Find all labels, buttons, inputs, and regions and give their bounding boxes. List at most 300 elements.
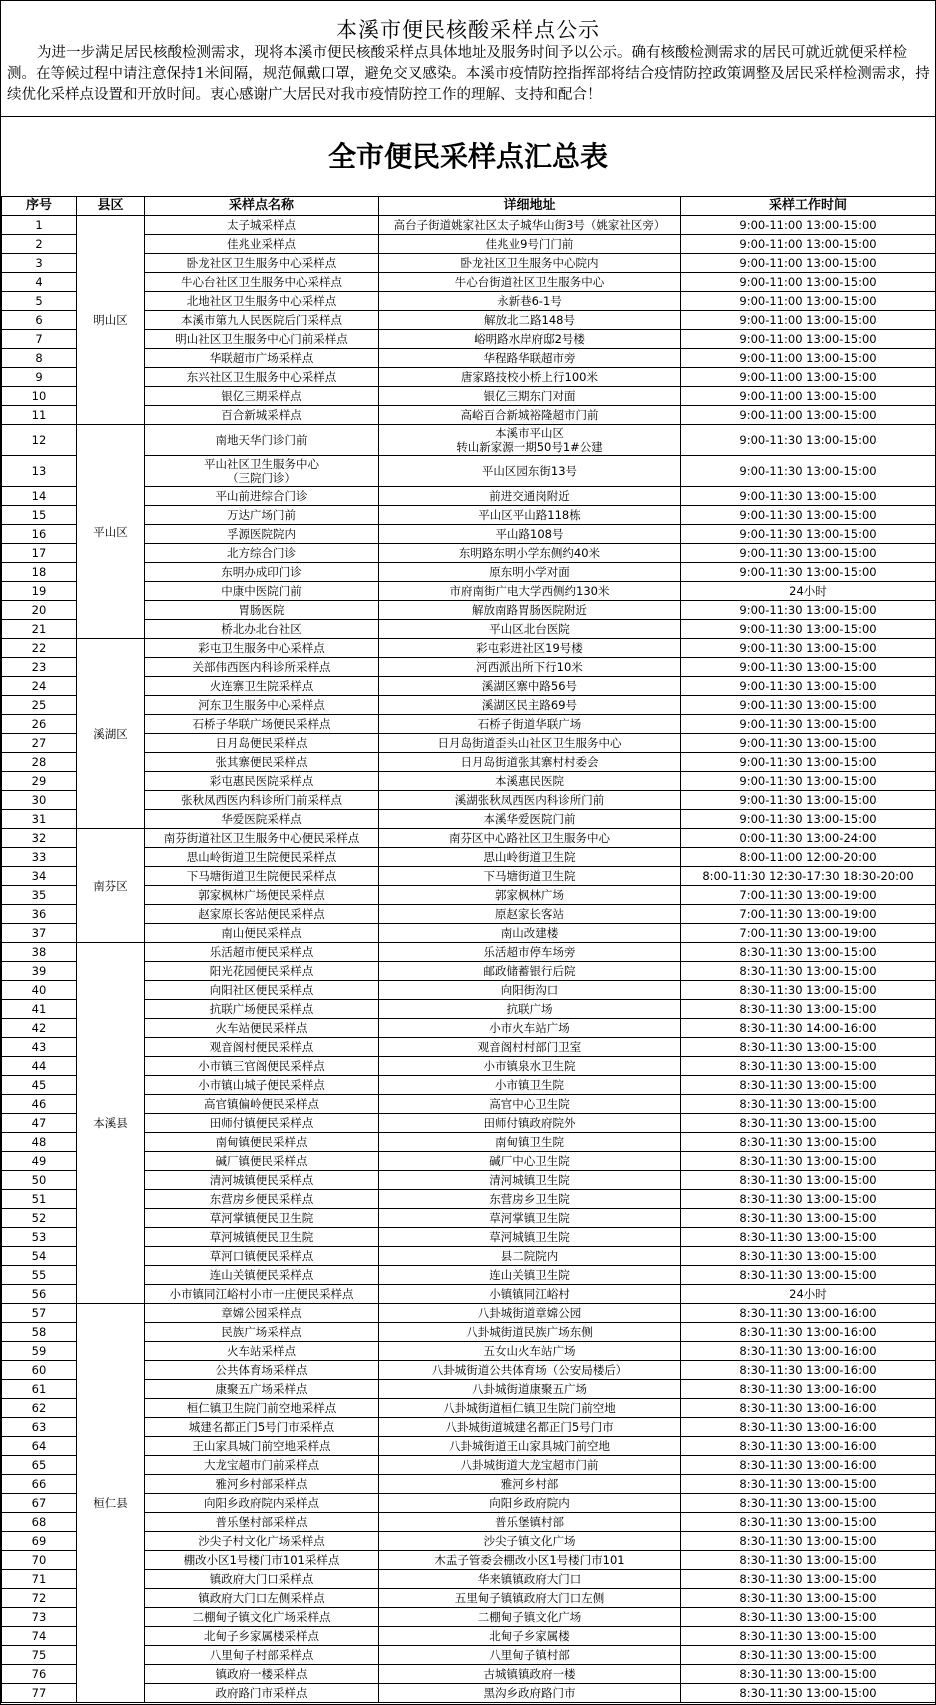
cell-site-name: 佳兆业采样点 (145, 235, 379, 254)
cell-site-name: 平山前进综合门诊 (145, 487, 379, 506)
cell-index: 68 (2, 1513, 77, 1532)
cell-hours: 8:30-11:30 13:00-16:00 (681, 1304, 936, 1323)
cell-hours: 8:30-11:30 13:00-15:00 (681, 1570, 936, 1589)
cell-address: 八卦城街道康聚五广场 (379, 1380, 681, 1399)
cell-site-name: 卧龙社区卫生服务中心采样点 (145, 254, 379, 273)
cell-hours: 8:30-11:30 13:00-15:00 (681, 1209, 936, 1228)
cell-index: 30 (2, 791, 77, 810)
cell-site-name: 小市镇三官阁便民采样点 (145, 1057, 379, 1076)
cell-hours: 8:30-11:30 13:00-15:00 (681, 1475, 936, 1494)
cell-site-name: 南甸镇便民采样点 (145, 1133, 379, 1152)
cell-address: 下马塘街道卫生院 (379, 867, 681, 886)
cell-address: 本溪市平山区 转山新家源一期50号1#公建 (379, 425, 681, 456)
cell-site-name: 大龙宝超市门前采样点 (145, 1456, 379, 1475)
cell-site-name: 火车站便民采样点 (145, 1019, 379, 1038)
cell-address: 小镇镇同江峪村 (379, 1285, 681, 1304)
cell-index: 65 (2, 1456, 77, 1475)
cell-site-name: 赵家原长客站便民采样点 (145, 905, 379, 924)
cell-hours: 8:30-11:30 13:00-15:00 (681, 1038, 936, 1057)
cell-address: 高官中心卫生院 (379, 1095, 681, 1114)
cell-site-name: 北甸子乡家属楼采样点 (145, 1627, 379, 1646)
cell-hours: 7:00-11:30 13:00-19:00 (681, 905, 936, 924)
cell-hours: 8:30-11:30 13:00-15:00 (681, 1247, 936, 1266)
cell-hours: 8:00-11:30 12:30-17:30 18:30-20:00 (681, 867, 936, 886)
cell-hours: 9:00-11:00 13:00-15:00 (681, 292, 936, 311)
cell-index: 7 (2, 330, 77, 349)
cell-index: 20 (2, 601, 77, 620)
cell-hours: 9:00-11:30 13:00-15:00 (681, 639, 936, 658)
cell-site-name: 本溪市第九人民医院后门采样点 (145, 311, 379, 330)
cell-site-name: 石桥子华联广场便民采样点 (145, 715, 379, 734)
cell-site-name: 太子城采样点 (145, 216, 379, 235)
cell-hours: 8:30-11:30 13:00-15:00 (681, 1608, 936, 1627)
cell-hours: 9:00-11:00 13:00-15:00 (681, 406, 936, 425)
cell-address: 邮政储蓄银行后院 (379, 962, 681, 981)
cell-address: 平山区平山路118栋 (379, 506, 681, 525)
cell-address: 日月岛街道张其寨村村委会 (379, 753, 681, 772)
cell-index: 35 (2, 886, 77, 905)
cell-address: 南山改建楼 (379, 924, 681, 943)
cell-address: 郭家枫林广场 (379, 886, 681, 905)
cell-site-name: 碱厂镇便民采样点 (145, 1152, 379, 1171)
cell-hours: 8:30-11:30 13:00-15:00 (681, 1095, 936, 1114)
cell-hours: 8:30-11:30 13:00-15:00 (681, 1665, 936, 1684)
cell-address: 八卦城街道民族广场东侧 (379, 1323, 681, 1342)
cell-hours: 8:30-11:30 13:00-16:00 (681, 1399, 936, 1418)
cell-index: 61 (2, 1380, 77, 1399)
cell-site-name: 东营房乡便民采样点 (145, 1190, 379, 1209)
cell-hours: 8:30-11:30 13:00-15:00 (681, 1532, 936, 1551)
cell-site-name: 东兴社区卫生服务中心采样点 (145, 368, 379, 387)
cell-hours: 8:30-11:30 13:00-16:00 (681, 1437, 936, 1456)
cell-address: 本溪华爱医院门前 (379, 810, 681, 829)
cell-site-name: 牛心台社区卫生服务中心采样点 (145, 273, 379, 292)
cell-hours: 9:00-11:30 13:00-15:00 (681, 525, 936, 544)
table-header-row (2, 197, 936, 216)
cell-site-name: 下马塘街道卫生院便民采样点 (145, 867, 379, 886)
cell-site-name: 王山家具城门前空地采样点 (145, 1437, 379, 1456)
cell-site-name: 张秋凤西医内科诊所门前采样点 (145, 791, 379, 810)
cell-address: 八卦城街道大龙宝超市门前 (379, 1456, 681, 1475)
cell-hours: 9:00-11:30 13:00-15:00 (681, 696, 936, 715)
header-index: 序号 (2, 197, 77, 216)
cell-index: 8 (2, 349, 77, 368)
cell-hours: 8:30-11:30 13:00-16:00 (681, 1323, 936, 1342)
cell-hours: 8:30-11:30 13:00-15:00 (681, 1000, 936, 1019)
sampling-points-table (1, 196, 936, 1703)
cell-hours: 8:30-11:30 13:00-16:00 (681, 1342, 936, 1361)
cell-site-name: 公共体育场采样点 (145, 1361, 379, 1380)
header-address: 详细地址 (379, 197, 681, 216)
cell-index: 36 (2, 905, 77, 924)
cell-address: 牛心台街道社区卫生服务中心 (379, 273, 681, 292)
cell-address: 连山关镇卫生院 (379, 1266, 681, 1285)
cell-hours: 8:30-11:30 13:00-15:00 (681, 1266, 936, 1285)
cell-site-name: 明山社区卫生服务中心门前采样点 (145, 330, 379, 349)
cell-address: 南芬区中心路社区卫生服务中心 (379, 829, 681, 848)
cell-site-name: 东明办成印门诊 (145, 563, 379, 582)
cell-district: 桓仁县 (77, 1304, 145, 1703)
cell-hours: 7:00-11:30 13:00-19:00 (681, 924, 936, 943)
cell-hours: 9:00-11:30 13:00-15:00 (681, 715, 936, 734)
cell-index: 59 (2, 1342, 77, 1361)
cell-index: 60 (2, 1361, 77, 1380)
cell-index: 29 (2, 772, 77, 791)
cell-index: 23 (2, 658, 77, 677)
header-hours: 采样工作时间 (681, 197, 936, 216)
cell-site-name: 雅河乡村部采样点 (145, 1475, 379, 1494)
cell-site-name: 草河城镇便民卫生院 (145, 1228, 379, 1247)
cell-address: 八卦城街道城建名都正门5号门市 (379, 1418, 681, 1437)
cell-hours: 9:00-11:30 13:00-15:00 (681, 810, 936, 829)
cell-address: 前进交通岗附近 (379, 487, 681, 506)
cell-index: 9 (2, 368, 77, 387)
header-district: 县区 (77, 197, 145, 216)
cell-site-name: 普乐堡村部采样点 (145, 1513, 379, 1532)
cell-index: 71 (2, 1570, 77, 1589)
cell-hours: 8:30-11:30 13:00-15:00 (681, 1228, 936, 1247)
cell-site-name: 二棚甸子镇文化广场采样点 (145, 1608, 379, 1627)
table-body (2, 216, 936, 1703)
cell-index: 4 (2, 273, 77, 292)
cell-address: 向阳乡政府院内 (379, 1494, 681, 1513)
cell-address: 小市镇卫生院 (379, 1076, 681, 1095)
table-row (2, 425, 936, 456)
cell-index: 53 (2, 1228, 77, 1247)
table-row (2, 943, 936, 962)
cell-index: 72 (2, 1589, 77, 1608)
cell-site-name: 郭家枫林广场便民采样点 (145, 886, 379, 905)
cell-address: 沙尖子镇文化广场 (379, 1532, 681, 1551)
cell-site-name: 草河掌镇便民卫生院 (145, 1209, 379, 1228)
cell-hours: 9:00-11:30 13:00-15:00 (681, 772, 936, 791)
cell-address: 峪明路水岸府邸2号楼 (379, 330, 681, 349)
cell-index: 14 (2, 487, 77, 506)
cell-index: 63 (2, 1418, 77, 1437)
notice-section (1, 1, 935, 117)
cell-hours: 9:00-11:30 13:00-15:00 (681, 544, 936, 563)
cell-hours: 9:00-11:30 13:00-15:00 (681, 753, 936, 772)
cell-hours: 7:00-11:30 13:00-19:00 (681, 886, 936, 905)
cell-index: 57 (2, 1304, 77, 1323)
cell-site-name: 镇政府大门口采样点 (145, 1570, 379, 1589)
cell-site-name: 城建名都正门5号门市采样点 (145, 1418, 379, 1437)
cell-address: 溪湖区寨中路56号 (379, 677, 681, 696)
cell-hours: 8:30-11:30 13:00-15:00 (681, 1627, 936, 1646)
cell-index: 51 (2, 1190, 77, 1209)
cell-site-name: 向阳社区便民采样点 (145, 981, 379, 1000)
cell-index: 52 (2, 1209, 77, 1228)
notice-body: 为进一步满足居民核酸检测需求，现将本溪市便民核酸采样点具体地址及服务时间予以公示。确有核酸检测需求的居民可就近就便采样检测。在等候过程中请注意保持1米间隔，规范佩戴口罩，避免交叉感染。本溪市疫情防控指挥部将结合疫情防控政策调整及居民采样检测需求，持续优化采样点设置和开放时间。衷心感谢广大居民对我市疫情防控工作的理解、支持和配合！ (7, 45, 930, 103)
cell-address: 原东明小学对面 (379, 563, 681, 582)
cell-index: 70 (2, 1551, 77, 1570)
cell-hours: 9:00-11:30 13:00-15:00 (681, 791, 936, 810)
cell-hours: 9:00-11:30 13:00-15:00 (681, 487, 936, 506)
cell-address: 解放南路胃肠医院附近 (379, 601, 681, 620)
cell-address: 市府南街广电大学西侧约130米 (379, 582, 681, 601)
cell-hours: 8:30-11:30 13:00-15:00 (681, 1646, 936, 1665)
cell-index: 13 (2, 456, 77, 487)
cell-address: 解放北二路148号 (379, 311, 681, 330)
cell-address: 河西派出所下行10米 (379, 658, 681, 677)
cell-address: 平山路108号 (379, 525, 681, 544)
cell-hours: 24小时 (681, 582, 936, 601)
cell-hours: 0:00-11:30 13:00-24:00 (681, 829, 936, 848)
cell-address: 观音阁村村部门卫室 (379, 1038, 681, 1057)
cell-address: 日月岛街道歪头山社区卫生服务中心 (379, 734, 681, 753)
cell-hours: 9:00-11:00 13:00-15:00 (681, 216, 936, 235)
cell-site-name: 棚改小区1号楼门市101采样点 (145, 1551, 379, 1570)
cell-district: 平山区 (77, 425, 145, 639)
cell-index: 54 (2, 1247, 77, 1266)
cell-address: 小市镇泉水卫生院 (379, 1057, 681, 1076)
cell-index: 21 (2, 620, 77, 639)
cell-index: 41 (2, 1000, 77, 1019)
cell-index: 64 (2, 1437, 77, 1456)
cell-index: 26 (2, 715, 77, 734)
cell-address: 原赵家长客站 (379, 905, 681, 924)
cell-index: 38 (2, 943, 77, 962)
cell-address: 五女山火车站广场 (379, 1342, 681, 1361)
cell-hours: 8:30-11:30 13:00-15:00 (681, 1171, 936, 1190)
cell-index: 24 (2, 677, 77, 696)
cell-hours: 9:00-11:00 13:00-15:00 (681, 349, 936, 368)
cell-address: 溪湖区民主路69号 (379, 696, 681, 715)
cell-address: 华来镇镇政府大门口 (379, 1570, 681, 1589)
cell-hours: 9:00-11:30 13:00-15:00 (681, 563, 936, 582)
cell-site-name: 康聚五广场采样点 (145, 1380, 379, 1399)
cell-index: 43 (2, 1038, 77, 1057)
cell-address: 八卦城街道章嫦公园 (379, 1304, 681, 1323)
cell-site-name: 中康中医院门前 (145, 582, 379, 601)
cell-hours: 9:00-11:00 13:00-15:00 (681, 330, 936, 349)
cell-index: 48 (2, 1133, 77, 1152)
cell-address: 县二院院内 (379, 1247, 681, 1266)
cell-address: 雅河乡村部 (379, 1475, 681, 1494)
cell-index: 12 (2, 425, 77, 456)
table-row (2, 829, 936, 848)
cell-index: 27 (2, 734, 77, 753)
cell-hours: 8:30-11:30 13:00-15:00 (681, 1152, 936, 1171)
cell-hours: 8:30-11:30 13:00-16:00 (681, 1380, 936, 1399)
cell-address: 华程路华联超市旁 (379, 349, 681, 368)
cell-site-name: 思山岭街道卫生院便民采样点 (145, 848, 379, 867)
cell-address: 东营房乡卫生院 (379, 1190, 681, 1209)
cell-address: 八卦城街道公共体育场（公安局楼后） (379, 1361, 681, 1380)
cell-hours: 9:00-11:30 13:00-15:00 (681, 734, 936, 753)
cell-hours: 8:30-11:30 13:00-15:00 (681, 1551, 936, 1570)
cell-address: 古城镇镇政府一楼 (379, 1665, 681, 1684)
cell-index: 11 (2, 406, 77, 425)
cell-hours: 8:30-11:30 13:00-16:00 (681, 1361, 936, 1380)
cell-hours: 8:30-11:30 13:00-15:00 (681, 1133, 936, 1152)
cell-index: 47 (2, 1114, 77, 1133)
cell-index: 1 (2, 216, 77, 235)
cell-hours: 9:00-11:00 13:00-15:00 (681, 311, 936, 330)
cell-site-name: 桓仁镇卫生院门前空地采样点 (145, 1399, 379, 1418)
cell-site-name: 张其寨便民采样点 (145, 753, 379, 772)
cell-site-name: 彩屯惠民医院采样点 (145, 772, 379, 791)
cell-index: 76 (2, 1665, 77, 1684)
cell-address: 草河掌镇卫生院 (379, 1209, 681, 1228)
cell-address: 溪湖张秋凤西医内科诊所门前 (379, 791, 681, 810)
cell-address: 永新巷6-1号 (379, 292, 681, 311)
cell-hours: 9:00-11:30 13:00-15:00 (681, 506, 936, 525)
cell-hours: 9:00-11:00 13:00-15:00 (681, 387, 936, 406)
cell-hours: 9:00-11:00 13:00-15:00 (681, 254, 936, 273)
cell-hours: 8:30-11:30 13:00-15:00 (681, 1513, 936, 1532)
cell-address: 八里甸子镇村部 (379, 1646, 681, 1665)
cell-index: 2 (2, 235, 77, 254)
cell-address: 银亿三期东门对面 (379, 387, 681, 406)
cell-index: 69 (2, 1532, 77, 1551)
cell-index: 17 (2, 544, 77, 563)
cell-hours: 8:30-11:30 13:00-15:00 (681, 943, 936, 962)
cell-hours: 9:00-11:30 13:00-15:00 (681, 620, 936, 639)
cell-site-name: 万达广场门前 (145, 506, 379, 525)
cell-address: 卧龙社区卫生服务中心院内 (379, 254, 681, 273)
cell-address: 佳兆业9号门门前 (379, 235, 681, 254)
cell-index: 31 (2, 810, 77, 829)
cell-address: 碱厂中心卫生院 (379, 1152, 681, 1171)
cell-site-name: 向阳乡政府院内采样点 (145, 1494, 379, 1513)
cell-site-name: 镇政府大门口左侧采样点 (145, 1589, 379, 1608)
cell-address: 南甸镇卫生院 (379, 1133, 681, 1152)
cell-address: 向阳街沟口 (379, 981, 681, 1000)
cell-hours: 8:30-11:30 14:00-16:00 (681, 1019, 936, 1038)
cell-address: 思山岭街道卫生院 (379, 848, 681, 867)
cell-site-name: 日月岛便民采样点 (145, 734, 379, 753)
cell-district: 溪湖区 (77, 639, 145, 829)
cell-site-name: 胃肠医院 (145, 601, 379, 620)
cell-index: 32 (2, 829, 77, 848)
cell-index: 45 (2, 1076, 77, 1095)
cell-index: 33 (2, 848, 77, 867)
cell-index: 10 (2, 387, 77, 406)
cell-district: 明山区 (77, 216, 145, 425)
cell-address: 平山区北台医院 (379, 620, 681, 639)
cell-site-name: 桥北办北台社区 (145, 620, 379, 639)
cell-district: 南芬区 (77, 829, 145, 943)
cell-site-name: 连山关镇便民采样点 (145, 1266, 379, 1285)
cell-site-name: 银亿三期采样点 (145, 387, 379, 406)
cell-index: 42 (2, 1019, 77, 1038)
cell-site-name: 火车站采样点 (145, 1342, 379, 1361)
cell-index: 66 (2, 1475, 77, 1494)
cell-hours: 8:30-11:30 13:00-16:00 (681, 1456, 936, 1475)
cell-address: 木盂子管委会棚改小区1号楼门市101 (379, 1551, 681, 1570)
cell-index: 55 (2, 1266, 77, 1285)
cell-site-name: 华爱医院采样点 (145, 810, 379, 829)
cell-hours: 9:00-11:30 13:00-15:00 (681, 425, 936, 456)
cell-address: 东明路东明小学东侧约40米 (379, 544, 681, 563)
cell-site-name: 关部伟西医内科诊所采样点 (145, 658, 379, 677)
cell-site-name: 政府路门市采样点 (145, 1684, 379, 1703)
cell-index: 15 (2, 506, 77, 525)
summary-title: 全市便民采样点汇总表 (327, 140, 608, 173)
cell-index: 73 (2, 1608, 77, 1627)
cell-index: 37 (2, 924, 77, 943)
cell-site-name: 北地社区卫生服务中心采样点 (145, 292, 379, 311)
cell-address: 唐家路技校小桥上行100米 (379, 368, 681, 387)
cell-index: 44 (2, 1057, 77, 1076)
cell-hours: 9:00-11:00 13:00-15:00 (681, 273, 936, 292)
cell-site-name: 小市镇同江峪村小市一庄便民采样点 (145, 1285, 379, 1304)
cell-address: 彩屯彩进社区19号楼 (379, 639, 681, 658)
cell-site-name: 阳光花园便民采样点 (145, 962, 379, 981)
cell-hours: 8:30-11:30 13:00-15:00 (681, 1190, 936, 1209)
cell-hours: 8:30-11:30 13:00-15:00 (681, 1114, 936, 1133)
cell-hours: 9:00-11:30 13:00-15:00 (681, 601, 936, 620)
cell-address: 草河城镇卫生院 (379, 1228, 681, 1247)
cell-hours: 8:30-11:30 13:00-15:00 (681, 1684, 936, 1703)
cell-address: 黑沟乡政府路门市 (379, 1684, 681, 1703)
table-row (2, 216, 936, 235)
cell-index: 39 (2, 962, 77, 981)
cell-index: 40 (2, 981, 77, 1000)
cell-index: 56 (2, 1285, 77, 1304)
cell-index: 34 (2, 867, 77, 886)
cell-index: 46 (2, 1095, 77, 1114)
cell-hours: 8:30-11:30 13:00-15:00 (681, 1076, 936, 1095)
cell-address: 北甸子乡家属楼 (379, 1627, 681, 1646)
cell-index: 77 (2, 1684, 77, 1703)
cell-index: 19 (2, 582, 77, 601)
cell-index: 28 (2, 753, 77, 772)
cell-index: 25 (2, 696, 77, 715)
cell-index: 3 (2, 254, 77, 273)
cell-address: 普乐堡镇村部 (379, 1513, 681, 1532)
cell-address: 田师付镇政府院外 (379, 1114, 681, 1133)
cell-address: 五里甸子镇镇政府大门口左侧 (379, 1589, 681, 1608)
cell-site-name: 观音阁村便民采样点 (145, 1038, 379, 1057)
cell-address: 乐活超市停车场旁 (379, 943, 681, 962)
cell-hours: 8:30-11:30 13:00-15:00 (681, 962, 936, 981)
cell-site-name: 草河口镇便民采样点 (145, 1247, 379, 1266)
cell-site-name: 孚源医院院内 (145, 525, 379, 544)
cell-index: 74 (2, 1627, 77, 1646)
cell-index: 18 (2, 563, 77, 582)
cell-site-name: 南芬街道社区卫生服务中心便民采样点 (145, 829, 379, 848)
cell-address: 抗联广场 (379, 1000, 681, 1019)
cell-address: 平山区园东街13号 (379, 456, 681, 487)
cell-hours: 8:30-11:30 13:00-15:00 (681, 981, 936, 1000)
cell-site-name: 华联超市广场采样点 (145, 349, 379, 368)
cell-site-name: 小市镇山城子便民采样点 (145, 1076, 379, 1095)
cell-site-name: 平山社区卫生服务中心 （三院门诊） (145, 456, 379, 487)
cell-site-name: 章嫦公园采样点 (145, 1304, 379, 1323)
cell-address: 清河城镇卫生院 (379, 1171, 681, 1190)
cell-hours: 8:30-11:30 13:00-16:00 (681, 1418, 936, 1437)
cell-address: 小市火车站广场 (379, 1019, 681, 1038)
cell-hours: 8:30-11:30 13:00-15:00 (681, 1494, 936, 1513)
cell-index: 16 (2, 525, 77, 544)
cell-hours: 9:00-11:30 13:00-15:00 (681, 677, 936, 696)
cell-index: 58 (2, 1323, 77, 1342)
cell-site-name: 乐活超市便民采样点 (145, 943, 379, 962)
cell-site-name: 抗联广场便民采样点 (145, 1000, 379, 1019)
cell-hours: 9:00-11:00 13:00-15:00 (681, 368, 936, 387)
cell-site-name: 沙尖子村文化广场采样点 (145, 1532, 379, 1551)
cell-site-name: 高官镇偏岭便民采样点 (145, 1095, 379, 1114)
cell-district: 本溪县 (77, 943, 145, 1304)
cell-site-name: 镇政府一楼采样点 (145, 1665, 379, 1684)
cell-address: 高台子街道姚家社区太子城华山街3号（姚家社区旁） (379, 216, 681, 235)
cell-hours: 24小时 (681, 1285, 936, 1304)
cell-index: 6 (2, 311, 77, 330)
cell-site-name: 民族广场采样点 (145, 1323, 379, 1342)
cell-address: 本溪惠民医院 (379, 772, 681, 791)
